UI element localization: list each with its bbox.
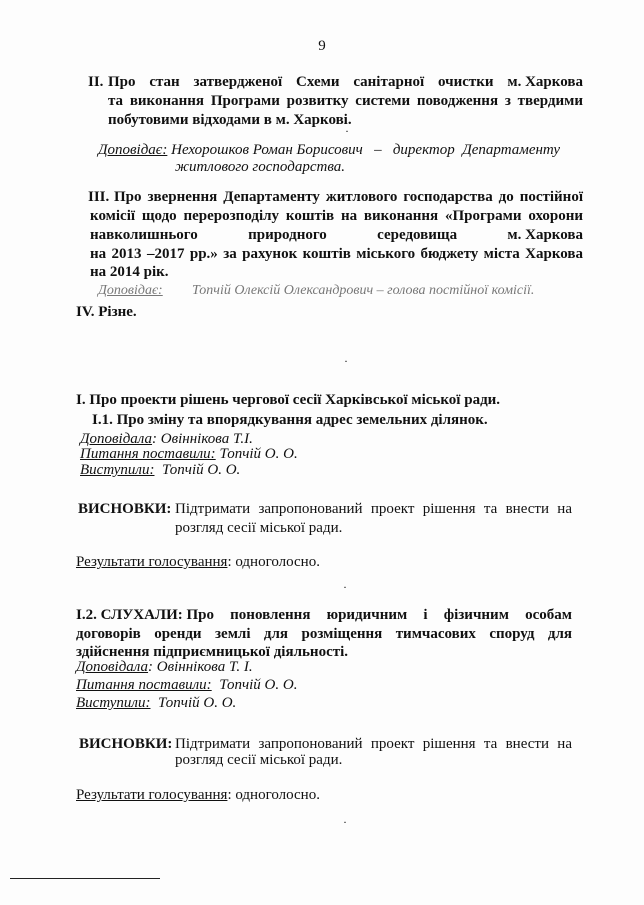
agenda-item-3-line3 xyxy=(90,226,583,245)
subsection-1-title: I.1. Про зміну та впорядкування адрес земельних ділянок. xyxy=(92,412,488,428)
reporter-name: : Овіннікова Т. І. xyxy=(148,659,253,675)
word: санітарної xyxy=(353,74,425,90)
word: стан xyxy=(149,74,180,90)
subsection-2-title-line1 xyxy=(76,606,572,625)
section-heading: I. Про проекти рішень чергової сесії Харківської міської ради. xyxy=(76,392,501,408)
word: природного xyxy=(248,227,327,243)
word: фізичним xyxy=(443,607,509,623)
word: Про xyxy=(108,74,136,90)
vote-value: : одноголосно. xyxy=(227,554,320,570)
word: очистки xyxy=(438,74,494,90)
agenda-item-2-speaker-line2: житлового господарства. xyxy=(175,159,345,175)
agenda-item-3-number: III. xyxy=(88,189,110,205)
reporter-label: Доповідала xyxy=(80,431,153,447)
agenda-item-4 xyxy=(76,303,137,322)
subsection-1-conclusion-label: ВИСНОВКИ: xyxy=(78,501,172,517)
footer-rule xyxy=(10,878,160,879)
subsection-2-reporter xyxy=(76,658,253,677)
subsection-1-spoke xyxy=(80,461,240,480)
agenda-item-3-line2: комісії щодо перерозподілу коштів на виконання «Програми охорони xyxy=(90,208,583,224)
reporter-label: Доповідала xyxy=(76,659,149,675)
subsection-2-title-line3: здійснення підприємницької діяльності. xyxy=(76,644,349,660)
raised-name: Топчій О. О. xyxy=(215,446,298,462)
speaker-text: Нехорошков Роман Борисович – директор Департаменту xyxy=(171,142,561,158)
word: юридичним xyxy=(326,607,408,623)
word: затвердженої xyxy=(193,74,283,90)
word: м. Харкова xyxy=(507,227,583,243)
subsection-2-conclusion-line1: Підтримати запропонований проект рішення та внести на xyxy=(175,736,572,752)
subsection-2-raised xyxy=(76,676,297,695)
agenda-item-2-line1 xyxy=(108,73,583,92)
subsection-2-vote xyxy=(76,786,320,805)
agenda-item-3-line5: на 2014 рік. xyxy=(90,264,169,280)
raised-label: Питання поставили: xyxy=(80,446,216,462)
subsection-2-conclusion-label: ВИСНОВКИ: xyxy=(79,736,173,752)
agenda-item-2-line2: та виконання Програми розвитку системи поводження з твердими xyxy=(108,93,583,109)
spoke-name: Топчій О. О. xyxy=(154,462,241,478)
word: I.2. СЛУХАЛИ: Про xyxy=(76,607,214,623)
raised-name: Топчій О. О. xyxy=(211,677,298,693)
speaker-label: Доповідає: xyxy=(98,142,168,158)
word: середовища xyxy=(377,227,458,243)
item-text: Різне. xyxy=(98,304,137,320)
dot-mark: · xyxy=(344,354,348,368)
agenda-item-3-speaker-text: Топчій Олексій Олександрович – голова постійної комісії. xyxy=(192,283,535,298)
agenda-item-3-line1: Про звернення Департаменту житлового господарства до постійної xyxy=(114,189,583,205)
reporter-name: : Овіннікова Т.І. xyxy=(152,431,253,447)
subsection-2-title-line2: договорів оренди землі для розміщення тимчасових споруд для xyxy=(76,626,572,642)
speaker-label: Доповідає: xyxy=(98,283,163,298)
word: Харкова xyxy=(525,74,583,90)
subsection-2-spoke xyxy=(76,694,236,713)
spoke-label: Виступили: xyxy=(80,462,155,478)
dot-mark: · xyxy=(345,124,349,138)
word: навколишнього xyxy=(90,227,198,243)
item-number: IV. xyxy=(76,304,95,320)
vote-value: : одноголосно. xyxy=(227,787,320,803)
subsection-2-conclusion-line2: розгляд сесії міської ради. xyxy=(175,752,343,768)
spoke-name: Топчій О. О. xyxy=(150,695,237,711)
raised-label: Питання поставили: xyxy=(76,677,212,693)
subsection-1-conclusion-line2: розгляд сесії міської ради. xyxy=(175,520,343,536)
agenda-item-3-line4: на 2013 –2017 рр.» за рахунок коштів міського бюджету міста Харкова xyxy=(90,246,583,262)
vote-label: Результати голосування xyxy=(76,787,228,803)
dot-mark: · xyxy=(343,580,347,594)
word: Схеми xyxy=(296,74,340,90)
agenda-item-3-speaker xyxy=(98,281,163,300)
word: і xyxy=(423,607,428,623)
agenda-item-2-line3: побутовими відходами в м. Харкові. xyxy=(108,112,352,128)
subsection-1-conclusion-line1: Підтримати запропонований проект рішення та внести на xyxy=(175,501,572,517)
agenda-item-2-number: II. xyxy=(88,74,104,90)
word-pair xyxy=(507,73,583,92)
vote-label: Результати голосування xyxy=(76,554,228,570)
word: м. xyxy=(507,74,522,90)
spoke-label: Виступили: xyxy=(76,695,151,711)
word: особам xyxy=(525,607,572,623)
page-number: 9 xyxy=(318,38,326,54)
word: поновлення xyxy=(230,607,311,623)
subsection-1-vote xyxy=(76,553,320,572)
dot-mark: · xyxy=(343,815,347,829)
